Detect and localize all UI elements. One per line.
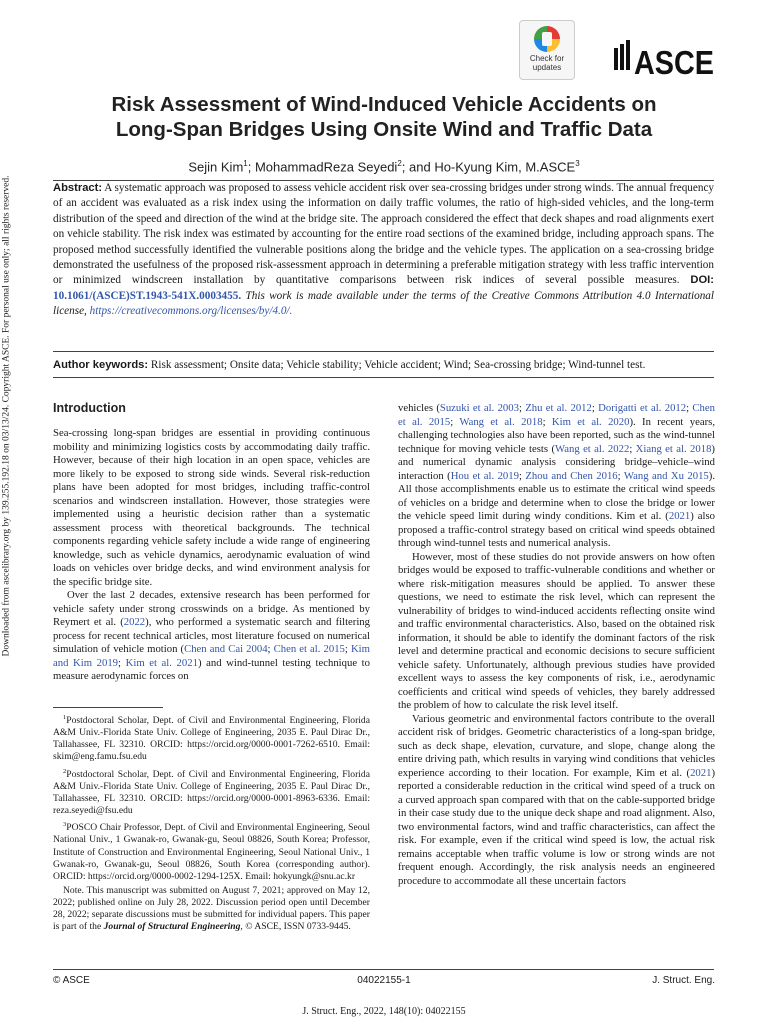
badge-line1: Check for [529,54,565,63]
abstract [53,181,714,320]
citation-link[interactable]: Hou et al. 2019 [450,469,519,482]
author-affil-marker: 2 [397,159,402,168]
citation-link[interactable]: 2021 [668,510,691,522]
text-run: ) and numerical dynamic analysis considering bridge–vehicle–wind interaction ( [398,442,715,482]
license-text: This work is made available under the terms of the Creative Commons Attribution 4.0 International license, [53,289,714,318]
citation-link[interactable]: Zhou and Chen 2016 [525,469,618,482]
footer-article-number: 04022155-1 [357,975,411,986]
badge-line2: updates [532,63,562,72]
citation-link[interactable]: Wang and Xu 2015 [623,469,709,482]
asce-logo-mark-icon [614,40,630,70]
text-run: vehicles ( [398,402,440,414]
citation-link[interactable]: Wang et al. 2018 [459,415,543,428]
text-run: ) reported a considerable reduction in the critical wind speed of a truck on a curved approach span compared with that on the cable-supported bridge in their case study due to the unique deck shape and road alignment. Also, two environmental factors, wind and traffic characteristics, can affect the risk. For example, even if the critical wind speed is low, the actual risk remains acceptable when traffic volume is low or strong winds are not frequent enough. Accordingly, the risk analysis needs an engineered procedure to accommodate all these uncertain factors [398,766,715,887]
text-run: ) and wind-tunnel testing technique to measure aerodynamic forces on [53,656,370,682]
paragraph: vehicles (Suzuki et al. 2003; Zhu et al. 2012; Dorigatti et al. 2012; Chen et al. 2015; Wang et al. 2018; Kim et al. 2020). In recent years, challenging technologies also have been reported, such as the wind-tunnel technique for moving vehicle tests (Wang et al. 2022; Xiang et al. 2018) and numerical dynamic analysis considering bridge–vehicle–wind interaction (Hou et al. 2019; Zhou and Chen 2016; Wang and Xu 2015). All those accomplishments enable us to estimate the critical wind speeds of vehicles on a bridge and determine when to close the bridge or lower the vehicle speed limit during windy conditions. Kim et al. (2021) also proposed a traffic-control strategy based on critical wind speeds obtained through wind-tunnel tests and numerical analysis. [398,402,716,549]
footnote [53,712,370,764]
footnotes [53,712,370,935]
text-run: ), who performed a systematic search and filtering process for recent technical articles, most literature focused on numerical simulation of vehicle motion ( [53,616,370,655]
author-separator: ; and [401,159,435,175]
text-run: Over the last 2 decades, extensive research has been performed for vehicle safety under strong crosswinds on a bridge. As mentioned by Reymert et al. ( [53,589,370,628]
note-text-end: , © ASCE, ISSN 0733-9445. [240,921,351,933]
footer-rule [53,969,714,970]
keywords-label: Author keywords: [53,359,149,371]
citation-link[interactable]: 2021 [690,766,712,779]
check-for-updates-badge[interactable] [519,20,575,80]
citation-link[interactable]: Suzuki et al. 2003 [439,402,519,414]
paragraph [398,713,715,889]
section-heading-introduction: Introduction [53,401,126,415]
footnote-marker: 3 [63,821,67,829]
author-name: Ho-Kyung Kim, M.ASCE [434,159,576,175]
download-notice: Downloaded from ascelibrary.org by 139.255.192.18 on 03/13/24. Copyright ASCE. For personal use only; all rights reserved. [1,175,12,657]
note-text: Note. This manuscript was submitted on August 7, 2021; approved on May 12, 2022; published online on July 28, 2022. Discussion period open until December 28, 2022; separate discussions must be submitted for individual papers. This paper is part of the [53,884,370,933]
journal-name: Journal of Structural Engineering [103,921,241,933]
right-column [398,402,715,888]
left-column [53,427,370,684]
keywords-top-rule [53,351,714,352]
citation-link[interactable]: Dorigatti et al. 2012 [598,402,687,414]
title-line-2: Long-Span Bridges Using Onsite Wind and Traffic Data [115,118,653,141]
doi-link[interactable]: 10.1061/(ASCE)ST.1943-541X.0003455. [53,289,242,302]
citation-link[interactable]: Chen et al. 2015 [273,643,345,655]
citation-link[interactable]: Zhu et al. 2012 [525,402,592,414]
doi-label: DOI: [690,274,714,287]
author-affil-marker: 3 [575,159,580,168]
citation-link[interactable]: Chen et al. 2015 [398,402,715,428]
footer-copyright: © ASCE [53,975,90,986]
citation-link[interactable]: Kim et al. 2021 [125,656,198,669]
footnote-marker: 2 [63,767,67,775]
author-name: MohammadReza Seyedi [254,159,398,175]
license-link[interactable]: https://creativecommons.org/licenses/by/4.0/. [89,305,293,318]
citation-link[interactable]: Kim et al. 2020 [551,415,630,428]
citation-link[interactable]: Xiang et al. 2018 [635,442,712,455]
footnote-marker: 1 [63,714,67,721]
author-affil-marker: 1 [243,159,248,168]
author-name: Sejin Kim [188,159,244,175]
paper-title [40,92,728,142]
author-separator: ; [247,159,255,175]
author-list [40,159,728,174]
asce-logo [614,38,714,82]
text-run: ). In recent years, challenging technologies also have been reported, such as the wind-tunnel technique for moving vehicle tests ( [398,415,715,455]
footnote-text: POSCO Chair Professor, Dept. of Civil and Environmental Engineering, Seoul National Univ., 1 Gwanak-ro, Gwanak-gu, Seoul 08826, South Korea; Professor, Institute of Construction and Environmental Engineering, Seoul National Univ., 1 Gwanak-ro, Gwanak-gu, Seoul 08826, South Korea (corresponding author). ORCID: https://orcid.org/0000-0002-1294-125X. Email: hokyungk@snu.ac.kr [53,822,370,882]
paragraph: However, most of these studies do not provide answers on how often bridges would be exposed to traffic-vulnerable conditions and whether or where risk-mitigation measures should be applied. To answer these questions, we need to estimate the risk level, which can represent the vulnerability of bridges to wind-induced accidents reflecting onsite wind and traffic environmental characteristics. Also, based on the obtained risk information, it should be able to identify the dominant factors of the risk level and determine practical and economic decisions to secure sufficient vehicle safety. Unfortunately, although previous studies have provided excellent ways to assess the key components of risk, i.e., aerodynamic coefficients and critical wind speeds of vehicles, they barely addressed the problem of how to calculate the risk level itself. [398,550,715,711]
footnote [53,819,370,883]
author-keywords [53,358,714,373]
citation-link[interactable]: Kim and Kim 2019 [53,643,370,669]
keywords-text: Risk assessment; Onsite data; Vehicle stability; Vehicle accident; Wind; Sea-crossing bridge; Wind-tunnel test. [148,359,646,371]
footnote-rule [53,707,163,708]
footnote-text: Postdoctoral Scholar, Dept. of Civil and Environmental Engineering, Florida A&M Univ.-Florida State Univ. College of Engineering, 2035 E. Paul Dirac Dr., Tallahassee, FL 32310. ORCID: https://orcid.org/0000-0001-8963-6336. Email: reza.seyedi@fsu.edu [53,768,370,817]
text-run: ) also proposed a traffic-control strategy based on critical wind speeds obtained through wind-tunnel tests and numerical analysis. [398,510,716,549]
footer-journal: J. Struct. Eng. [652,975,715,986]
keywords-bottom-rule [53,377,714,378]
abstract-label: Abstract: [53,182,103,194]
citation-link[interactable]: Chen and Cai 2004 [184,643,268,655]
paragraph: Sea-crossing long-span bridges are essential in providing continuous mobility and minimizing logistics costs by accommodating daily traffic. However, because of their high location in an open space, vehicles are more likely to be exposed to strong side winds. Several risk-reduction plans have been adopted for most bridges, including traffic-control scenarios and windscreen installation. However, those strategies were implemented using a heuristic decision rather than a systematic assessment process with theoretical backgrounds. The technical components regarding vehicle safety include a wide range of engineering knowledge, such as vehicle dynamics, aerodynamic evaluation of wind loads on vehicles over bridge decks, and wind environment analysis for the specific bridge site. [53,427,370,588]
text-run: ). All those accomplishments enable us to estimate the critical wind speeds of vehicles on a bridge and determine when to close the bridge or lower the vehicle speed limit during windy conditions. Kim et al. ( [398,469,715,522]
title-line-1: Risk Assessment of Wind-Induced Vehicle Accidents on [111,93,657,116]
asce-logo-text: ASCE [634,44,714,81]
text-run: Various geometric and environmental factors contribute to the overall accident risk of bridges. Geometric characteristics of a long-span bridge, such as deck shape, elevation, curvature, and slope, change along the entire driving path, which results in varying wind conditions that vehicles experience according to their location. For example, Kim et al. ( [398,712,715,779]
footnote-text: Postdoctoral Scholar, Dept. of Civil and Environmental Engineering, Florida A&M Univ.-Florida State Univ. College of Engineering, 2035 E. Paul Dirac Dr., Tallahassee, FL 32310. ORCID: https://orcid.org/0000-0001-7262-6510. Email: skim@eng.famu.fsu.edu [53,715,370,763]
citation-link[interactable]: Wang et al. 2022 [555,442,630,455]
paragraph: Over the last 2 decades, extensive research has been performed for vehicle safety under strong crosswinds on a bridge. As mentioned by Reymert et al. (2022), who performed a systematic search and filtering process for recent technical articles, most literature focused on numerical simulation of vehicle motion (Chen and Cai 2004; Chen et al. 2015; Kim and Kim 2019; Kim et al. 2021) and wind-tunnel testing technique to measure aerodynamic forces on [53,589,370,682]
crossmark-icon [534,26,560,52]
submission-note [53,885,370,933]
citation-link[interactable]: 2022 [123,616,146,628]
footnote [53,766,370,818]
page-citation: J. Struct. Eng., 2022, 148(10): 04022155 [302,1006,466,1017]
abstract-text: A systematic approach was proposed to assess vehicle accident risk over sea-crossing bridges under strong winds. The annual frequency of an accident was evaluated as a risk index using the information on daily traffic volumes, the ratio of high-sided vehicles, and the long-term distribution of the speed and direction of the wind at the bridge site. The approach considered the effect that deck shapes and road alignments exert on vehicle stability. The risk index was estimated by accounting for the entire road sections of the examined bridge, including approach spans. The proposed method successfully identified the vulnerable positions along the bridge and the vehicle types. The application on a sea-crossing bridge demonstrated the usefulness of the proposed risk-assessment approach in determining a preferable mitigation strategy with less traffic intervention or minimized windscreen installation by quantitative comparisons between risk indices of several possible measures. [53,182,714,287]
